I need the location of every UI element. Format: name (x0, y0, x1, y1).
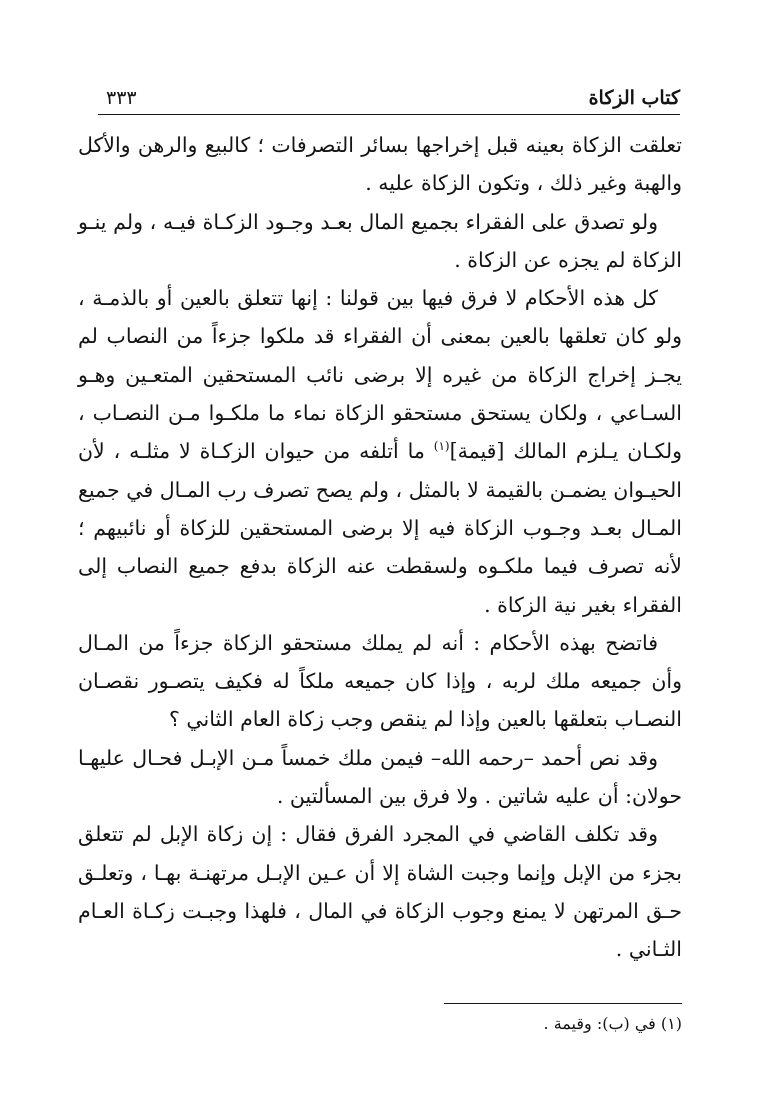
paragraph-text: كل هذه الأحكام لا فرق فيها بين قولنا : إنها تتعلق بالعين أو بالذمـة ، ولو كان تعلقها بالعين بمعنى أن الفقراء قد ملكوا جزءاً من النصاب لم يجـز إخراج الزكاة من غيره إلا برضى نائب المستحقين المتعـين وهـو السـاعي ، ولكان يستحق مستحقو الزكاة نماء ما ملكـوا مـن النصـاب ، ولكـان يـلزم المالك [قيمة] (78, 286, 682, 464)
paragraph: ولو تصدق على الفقراء بجميع المال بعـد وجـود الزكـاة فيـه ، ولم ينـو الزكاة لم يجزه عن الزكاة . (78, 209, 682, 272)
paragraph: تعلقت الزكاة بعينه قبل إخراجها بسائر التصرفات ؛ كالبيع والرهن والأكل والهبة وغير ذلك ، وتكون الزكاة عليه . (78, 133, 682, 196)
footnote: (١) في (ب): وقيمة . (543, 1014, 682, 1033)
paragraph: وقد نص أحمد –رحمه الله– فيمن ملك خمساً مـن الإبـل فحـال عليهـا حولان: أن عليه شاتين . ولا فرق بين المسألتين . (78, 745, 682, 809)
running-head (98, 84, 680, 112)
footnote-rule (444, 1003, 682, 1004)
paragraph (78, 279, 682, 624)
chapter-title: كتاب الزكاة (588, 87, 680, 109)
page-number: ٣٣٣ (106, 87, 137, 109)
header-rule (98, 114, 680, 115)
paragraph-text: ما أتلفه من حيوان الزكـاة لا مثلـه ، لأن الحيـوان يضمـن بالقيمة لا بالمثل ، ولم يصح تصرف رب المـال في جميع المـال بعـد وجـوب الزكاة فيه إلا برضى المستحقين للزكاة أو نائبيهم ؛ لأنه تصرف فيما ملكـوه ولسقطت عنه الزكاة بدفع جميع النصاب إلى الفقراء بغير نية الزكاة . (78, 439, 682, 617)
body-text (78, 126, 682, 969)
paragraph: وقد تكلف القاضي في المجرد الفرق فقال : إن زكاة الإبل لم تتعلق بجزء من الإبل وإنما وجبت الشاة إلا أن عـين الإبـل مرتهنـة بهـا ، وتعلـق حـق المرتهن لا يمنع وجوب الزكاة في المال ، فلهذا وجبـت زكـاة العـام الثـاني . (78, 822, 682, 962)
footnote-marker: (١) (433, 439, 450, 454)
paragraph: فاتضح بهذه الأحكام : أنه لم يملك مستحقو الزكاة جزءاً من المـال وأن جميعه ملك لربه ، وإذا كان جميعه ملكاً له فكيف يتصـور نقصـان النصـاب بتعلقها بالعين وإذا لم ينقص وجب زكاة العام الثاني ؟ (78, 630, 682, 732)
